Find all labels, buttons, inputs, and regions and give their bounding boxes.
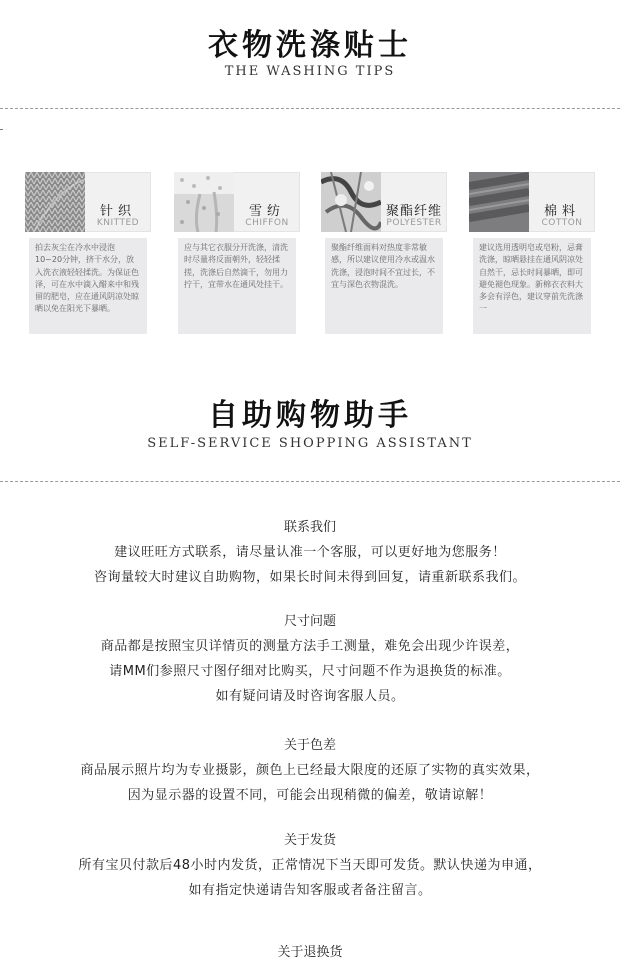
fabric-care-text: 拍去灰尘在冷水中浸泡10~20分钟，挤干水分，放入洗衣液轻轻揉洗。为保证色泽，可在水中滴入醋来中和残留的肥皂，应在通风阴凉处晾晒以免在阳光下暴晒。 <box>29 238 147 334</box>
fabric-english-name: COTTON <box>541 218 583 228</box>
info-block-shipping <box>0 829 620 903</box>
info-line: 请MM们参照尺寸图仔细对比购买，尺寸问题不作为退换货的标准。 <box>109 664 511 679</box>
fabric-card-knitted <box>25 172 151 335</box>
info-line: 所有宝贝付款后48小时内发货，正常情况下当天即可发货。默认快递为申通， <box>78 858 542 873</box>
edge-mark <box>0 129 3 130</box>
info-line: 如有疑问请及时咨询客服人员。 <box>215 689 405 704</box>
info-block-returns <box>0 941 620 965</box>
fabric-card-cotton <box>469 172 595 335</box>
washing-tips-subtitle: THE WASHING TIPS <box>224 64 396 79</box>
info-line: 商品展示照片均为专业摄影，颜色上已经最大限度的还原了实物的真实效果， <box>80 763 540 778</box>
fabric-name: 聚酯纤维 <box>385 204 442 219</box>
fabric-card-chiffon <box>174 172 300 335</box>
info-block-contact <box>0 516 620 590</box>
chiffon-fabric-icon <box>174 172 234 232</box>
washing-tips-title: 衣物洗涤贴士 <box>208 28 412 63</box>
fabric-care-text: 应与其它衣服分开洗涤，清洗时尽量将反面朝外，轻轻揉搓，洗涤后自然滴干，勿用力拧干，宜带水在通风处挂干。 <box>178 238 296 334</box>
info-title: 关于发货 <box>283 833 336 848</box>
info-title: 关于色差 <box>283 738 336 753</box>
cotton-fabric-icon <box>469 172 529 232</box>
fabric-english-name: KNITTED <box>96 218 140 228</box>
fabric-care-text: 聚酯纤维面料对热度非常敏感，所以建议使用冷水或温水洗涤，浸泡时间不宜过长，不宜与深色衣物混洗。 <box>325 238 443 334</box>
assistant-divider <box>0 481 620 482</box>
assistant-title: 自助购物助手 <box>208 398 412 433</box>
fabric-english-name: POLYESTER <box>386 218 442 228</box>
info-block-size <box>0 610 620 709</box>
fabric-care-text: 建议选用透明皂或皂粉，忌膏洗涤，晾晒悬挂在通风阴凉处自然干，忌长时间暴晒，即可避免褪色现象。新棉衣衣料大多会有浮色，建议穿前先洗涤一 <box>473 238 591 334</box>
fabric-name: 雪纺 <box>248 204 285 219</box>
knitted-fabric-icon <box>25 172 85 232</box>
fabric-name: 棉料 <box>543 204 580 219</box>
washing-divider <box>0 108 620 109</box>
fabric-name: 针织 <box>99 204 136 219</box>
info-title: 尺寸问题 <box>283 614 336 629</box>
info-line: 如有指定快递请告知客服或者备注留言。 <box>188 883 432 898</box>
info-line: 咨询量较大时建议自助购物，如果长时间未得到回复，请重新联系我们。 <box>93 570 526 585</box>
info-line: 因为显示器的设置不同，可能会出现稍微的偏差，敬请谅解！ <box>127 788 493 803</box>
info-title: 联系我们 <box>283 520 336 535</box>
fabric-english-name: CHIFFON <box>245 218 289 228</box>
assistant-subtitle: SELF-SERVICE SHOPPING ASSISTANT <box>147 436 473 451</box>
fabric-card-polyester <box>321 172 447 335</box>
polyester-fabric-icon <box>321 172 381 232</box>
info-line: 建议旺旺方式联系，请尽量认准一个客服，可以更好地为您服务！ <box>114 545 506 560</box>
info-title: 关于退换货 <box>277 945 343 960</box>
info-line: 商品都是按照宝贝详情页的测量方法手工测量，难免会出现少许误差， <box>100 639 520 654</box>
info-block-color <box>0 734 620 808</box>
